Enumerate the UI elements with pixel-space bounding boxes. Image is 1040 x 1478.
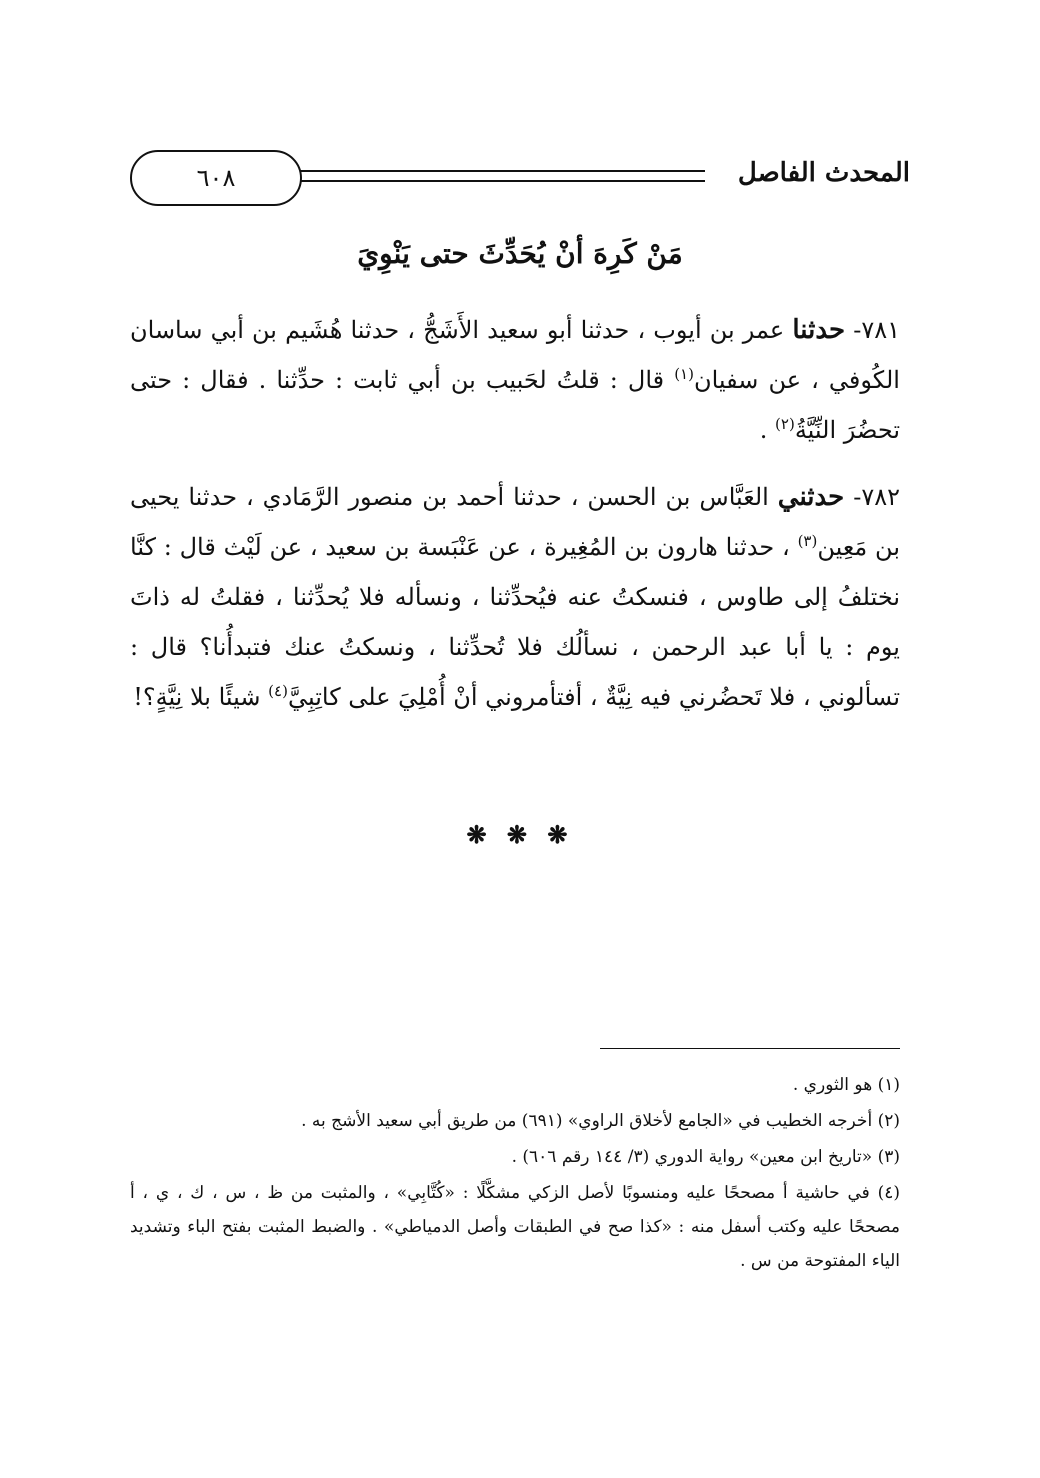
footnote-marker: (١) bbox=[877, 1075, 900, 1095]
page-number-badge bbox=[130, 150, 302, 206]
header-double-rule bbox=[300, 170, 705, 182]
hadith-782 bbox=[130, 472, 900, 722]
hadith-text: شيئًا بلا نِيَّةٍ؟! bbox=[133, 683, 261, 711]
footnote-text: «تاريخ ابن معين» رواية الدوري (٣/ ١٤٤ رقم ٦٠٦) . bbox=[511, 1147, 873, 1167]
footnote-divider bbox=[600, 1048, 900, 1049]
hadith-text: قال : قلتُ لحَبيب بن أبي ثابت : حدِّثنا . فقال : حتى تحضُرَ النِّيَّةُ bbox=[130, 366, 900, 444]
hadith-text: . bbox=[759, 416, 768, 444]
footnote-text: في حاشية أ مصححًا عليه ومنسوبًا لأصل الزكي مشكَّلًا : «كُتَّابِي» ، والمثبت من ظ ، س ، ك ، ي ، أ مصححًا عليه وكتب أسفل منه : «كذا صح في الطبقات وأصل الدمياطي» . والضبط المثبت بفتح الباء وتشديد الياء المفتوحة من س . bbox=[130, 1183, 900, 1271]
hadith-lead-word: حدثنا bbox=[792, 315, 846, 345]
hadith-781 bbox=[130, 305, 900, 455]
hadith-text: عمر بن أيوب ، حدثنا أبو سعيد الأَشَجُّ ، حدثنا هُشَيم بن أبي ساسان الكُوفي ، عن سفيان bbox=[130, 316, 900, 394]
hadith-lead-word: حدثني bbox=[777, 482, 845, 512]
footnote-1 bbox=[130, 1068, 900, 1102]
footnote-marker: (٢) bbox=[877, 1111, 900, 1131]
footnote-ref[interactable]: (٤) bbox=[268, 682, 288, 700]
chapter-heading: مَنْ كَرِهَ أنْ يُحَدِّثَ حتى يَنْوِيَ bbox=[357, 237, 683, 270]
footnote-marker: (٤) bbox=[877, 1183, 900, 1203]
footnote-text: أخرجه الخطيب في «الجامع لأخلاق الراوي» (٦٩١) من طريق أبي سعيد الأشج به . bbox=[301, 1111, 873, 1131]
page-header bbox=[130, 150, 910, 220]
page-number: ٦٠٨ bbox=[196, 164, 236, 192]
hadith-number: ٧٨١- bbox=[853, 316, 900, 344]
footnote-4 bbox=[130, 1176, 900, 1278]
footnote-2 bbox=[130, 1104, 900, 1138]
section-separator: ❋ ❋ ❋ bbox=[466, 820, 574, 849]
footnotes bbox=[130, 1068, 900, 1280]
footnote-ref[interactable]: (١) bbox=[674, 365, 694, 383]
footnote-marker: (٣) bbox=[877, 1147, 900, 1167]
footnote-3 bbox=[130, 1140, 900, 1174]
book-title: المحدث الفاصل bbox=[737, 158, 910, 188]
hadith-text: العَبَّاس بن الحسن ، حدثنا أحمد بن منصور الرَّمَادي ، حدثنا يحيى بن مَعِين bbox=[130, 483, 901, 561]
hadith-text: ، حدثنا هارون بن المُغِيرة ، عن عَنْبَسة بن سعيد ، عن لَيْث قال : كنَّا نختلفُ إلى طاوس ، فنسكتُ عنه فيُحدِّثنا ، ونسأله فلا يُحدِّثنا ، فقلتُ له ذاتَ يوم : يا أبا عبد الرحمن ، نسألُك فلا تُحدِّثنا ، ونسكتُ عنك فتبدأُنا؟ قال : تسألوني ، فلا تَحضُرني فيه نِيَّةٌ ، أفتأمروني أنْ أُمْلِيَ على كاتِبِيَّ bbox=[130, 533, 900, 711]
footnote-ref[interactable]: (٣) bbox=[797, 532, 818, 550]
footnote-ref[interactable]: (٢) bbox=[775, 415, 795, 433]
hadith-number: ٧٨٢- bbox=[853, 483, 900, 511]
footnote-text: هو الثوري . bbox=[792, 1075, 873, 1095]
